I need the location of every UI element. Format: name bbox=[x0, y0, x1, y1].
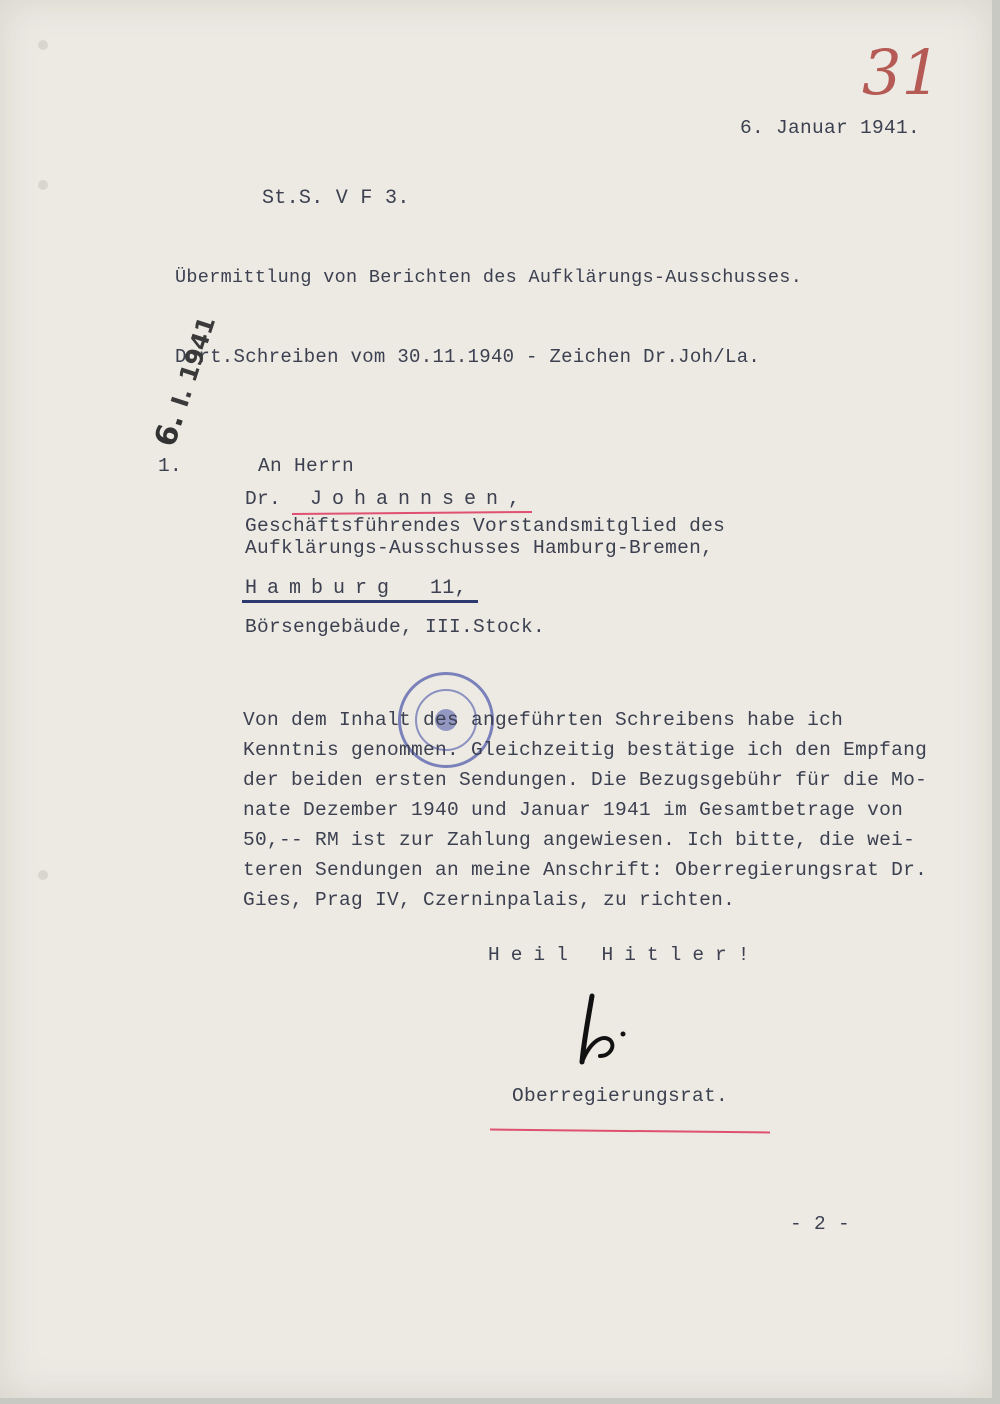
closing-salutation: Heil Hitler! bbox=[488, 944, 761, 966]
item-number: 1. bbox=[158, 455, 183, 477]
recipient-name: Johannsen, bbox=[310, 488, 531, 511]
reference-code: St.S. V F 3. bbox=[262, 187, 410, 210]
body-line: 50,-- RM ist zur Zahlung angewiesen. Ich bitte, die wei- bbox=[243, 829, 916, 851]
signature-underline bbox=[490, 1129, 770, 1134]
body-line: der beiden ersten Sendungen. Die Bezugsgebühr für die Mo- bbox=[243, 769, 928, 791]
signature-title: Oberregierungsrat. bbox=[512, 1085, 729, 1107]
signature-mark bbox=[570, 990, 640, 1070]
letter-body bbox=[243, 705, 983, 915]
recipient-position-2: Aufklärungs-Ausschusses Hamburg-Bremen, bbox=[245, 537, 714, 559]
previous-letter-reference: Dort.Schreiben vom 30.11.1940 - Zeichen Dr.Joh/La. bbox=[175, 346, 761, 368]
handwritten-date bbox=[148, 312, 223, 451]
body-line: Kenntnis genommen. Gleichzeitig bestätige ich den Empfang bbox=[243, 739, 928, 761]
recipient-salutation: An Herrn bbox=[258, 455, 355, 477]
handwritten-date-rest: I. 1941 bbox=[165, 313, 222, 411]
recipient-postal-district: 11, bbox=[430, 577, 467, 600]
city-underline bbox=[242, 600, 478, 603]
margin-mark bbox=[38, 40, 48, 50]
recipient-address: Börsengebäude, III.Stock. bbox=[245, 616, 546, 638]
body-line: Gies, Prag IV, Czerninpalais, zu richten. bbox=[243, 889, 736, 911]
punch-hole bbox=[38, 870, 48, 880]
recipient-city: Hamburg bbox=[245, 577, 400, 600]
body-line: nate Dezember 1940 und Januar 1941 im Gesamtbetrage von bbox=[243, 799, 904, 821]
handwritten-date-day: 6. bbox=[148, 409, 192, 451]
body-line: teren Sendungen an meine Anschrift: Oberregierungsrat Dr. bbox=[243, 859, 928, 881]
subject-line: Übermittlung von Berichten des Aufklärungs-Ausschusses. bbox=[175, 267, 803, 288]
body-line: Von dem Inhalt des angeführten Schreibens habe ich bbox=[243, 709, 844, 731]
recipient-position-1: Geschäftsführendes Vorstandsmitglied des bbox=[245, 515, 726, 537]
archive-number: 31 bbox=[862, 36, 941, 109]
letter-date: 6. Januar 1941. bbox=[740, 117, 921, 139]
punch-hole bbox=[38, 180, 48, 190]
recipient-title: Dr. bbox=[245, 488, 282, 510]
page-marker: - 2 - bbox=[790, 1213, 851, 1235]
